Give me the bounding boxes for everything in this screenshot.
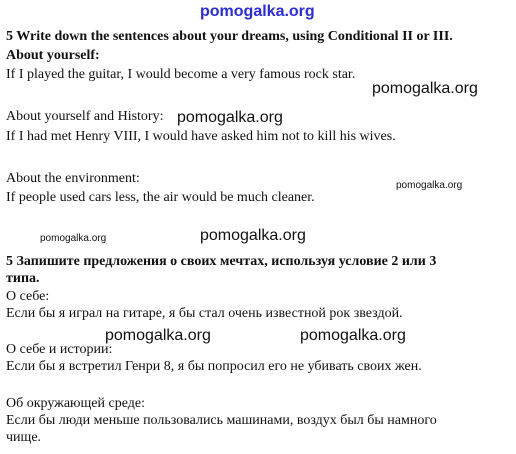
watermark: pomogalka.org	[40, 233, 107, 244]
russian-label-3: Об окружающей среде:	[6, 396, 145, 411]
english-subheading: About yourself:	[6, 48, 100, 63]
watermark: pomogalka.org	[396, 180, 463, 191]
english-label-2: About yourself and History:	[6, 109, 164, 124]
russian-heading-line-2: типа.	[6, 271, 40, 286]
watermark: pomogalka.org	[200, 227, 306, 244]
english-heading: 5 Write down the sentences about your dreams, using Conditional II or III.	[6, 29, 453, 44]
watermark: pomogalka.org	[105, 327, 211, 344]
russian-sentence-1: Если бы я играл на гитаре, я бы стал очень известной рок звездой.	[6, 306, 403, 321]
russian-sentence-3-line-2: чище.	[6, 430, 42, 445]
russian-heading-line-1: 5 Запишите предложения о своих мечтах, используя условие 2 или 3	[6, 254, 437, 269]
russian-label-1: О себе:	[6, 289, 50, 304]
russian-sentence-3-line-1: Если бы люди меньше пользовались машинами, воздух был бы намного	[6, 413, 437, 428]
russian-label-2: О себе и истории:	[6, 342, 113, 357]
watermark: pomogalka.org	[177, 109, 283, 126]
english-sentence-1: If I played the guitar, I would become a very famous rock star.	[6, 67, 356, 82]
watermark: pomogalka.org	[372, 80, 478, 97]
english-label-3: About the environment:	[6, 171, 140, 186]
english-sentence-2: If I had met Henry VIII, I would have asked him not to kill his wives.	[6, 129, 396, 144]
english-sentence-3: If people used cars less, the air would be much cleaner.	[6, 190, 315, 205]
watermark: pomogalka.org	[300, 327, 406, 344]
watermark-top: pomogalka.org	[200, 3, 315, 20]
russian-sentence-2: Если бы я встретил Генри 8, я бы попросил его не убивать своих жен.	[6, 359, 422, 374]
